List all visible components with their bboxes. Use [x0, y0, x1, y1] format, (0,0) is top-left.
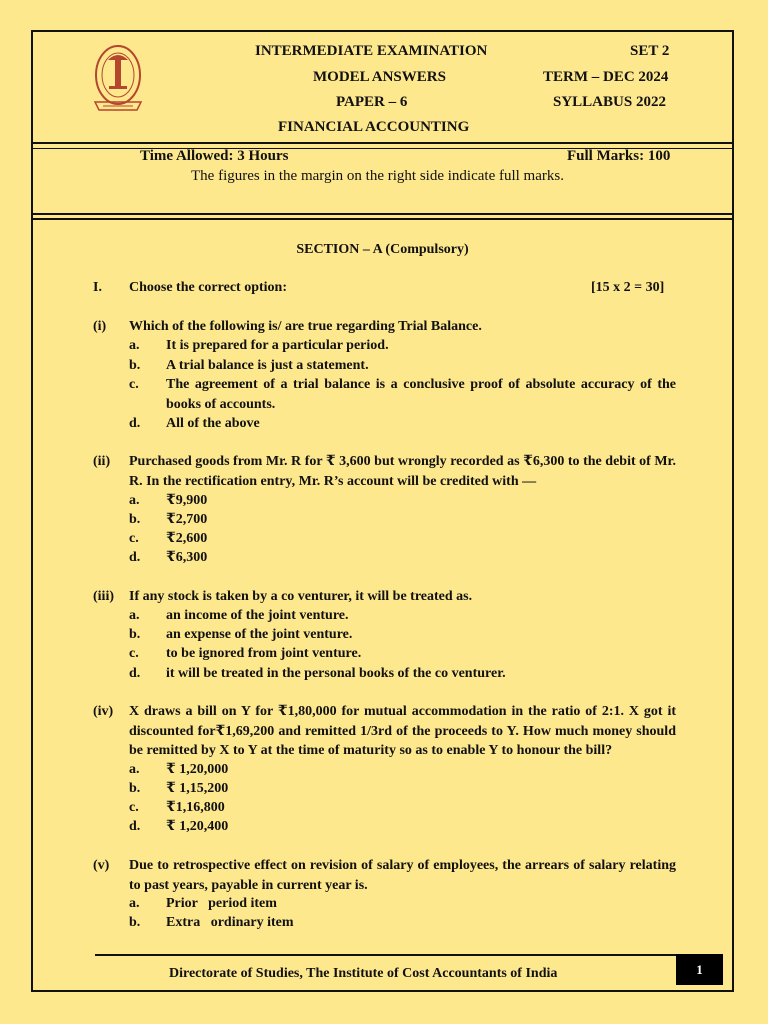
institute-logo-icon — [93, 42, 143, 116]
option-text: Extra ordinary item — [166, 915, 294, 930]
option-label: c. — [129, 646, 139, 661]
option-text: The agreement of a trial balance is a conclusive proof of absolute accuracy of the books of accounts. — [166, 377, 676, 412]
question-number: (v) — [93, 858, 110, 873]
question-text: Which of the following is/ are true regarding Trial Balance. — [129, 319, 482, 334]
question-number: (iv) — [93, 704, 114, 719]
option-label: b. — [129, 627, 141, 642]
option-label: b. — [129, 512, 141, 527]
option-label: d. — [129, 819, 141, 834]
time-allowed: Time Allowed: 3 Hours — [140, 148, 289, 164]
option-text: an income of the joint venture. — [166, 608, 349, 623]
option-text: Prior period item — [166, 896, 277, 911]
question-text: X draws a bill on Y for ₹1,80,000 for mutual accommodation in the ratio of 2:1. X got it discounted for₹1,69,200 and remitted 1/3rd of the proceeds to Y. How much money should be remitted by X to Y at the time of maturity so as to enable Y to honour the bill? — [129, 704, 676, 758]
question-text: Purchased goods from Mr. R for ₹ 3,600 but wrongly recorded as ₹6,300 to the debit of Mr. R. In the rectification entry, Mr. R’s account will be credited with — — [129, 454, 676, 489]
question-text: Due to retrospective effect on revision of salary of employees, the arrears of salary relating to past years, payable in current year is. — [129, 858, 676, 893]
option-text: ₹ 1,20,000 — [166, 762, 229, 777]
option-label: c. — [129, 800, 139, 815]
question-number: (iii) — [93, 589, 114, 604]
option-label: d. — [129, 550, 141, 565]
option-label: a. — [129, 493, 140, 508]
term-label: TERM – DEC 2024 — [543, 69, 669, 85]
option-text: ₹9,900 — [166, 493, 208, 508]
option-label: a. — [129, 608, 140, 623]
option-label: c. — [129, 531, 139, 546]
page-frame — [31, 30, 734, 992]
marks-note: The figures in the margin on the right side indicate full marks. — [191, 168, 564, 184]
full-marks: Full Marks: 100 — [567, 148, 671, 164]
option-label: a. — [129, 896, 140, 911]
question-number: (i) — [93, 319, 107, 334]
question-text: If any stock is taken by a co venturer, it will be treated as. — [129, 589, 473, 604]
part-marks: [15 x 2 = 30] — [591, 280, 665, 295]
subject-label: FINANCIAL ACCOUNTING — [278, 119, 470, 135]
option-label: b. — [129, 781, 141, 796]
option-text: It is prepared for a particular period. — [166, 338, 389, 353]
option-text: an expense of the joint venture. — [166, 627, 353, 642]
option-text: ₹6,300 — [166, 550, 208, 565]
paper-label: PAPER – 6 — [336, 94, 408, 110]
set-label: SET 2 — [630, 43, 670, 59]
question-number: (ii) — [93, 454, 111, 469]
footer-text: Directorate of Studies, The Institute of Cost Accountants of India — [169, 966, 558, 981]
option-text: ₹ 1,15,200 — [166, 781, 229, 796]
option-text: A trial balance is just a statement. — [166, 358, 369, 373]
option-label: b. — [129, 358, 141, 373]
header-divider — [33, 142, 732, 144]
option-label: a. — [129, 338, 140, 353]
model-answers-label: MODEL ANSWERS — [313, 69, 446, 85]
option-label: d. — [129, 666, 141, 681]
part-number: I. — [93, 280, 102, 295]
option-text: ₹2,700 — [166, 512, 208, 527]
option-text: to be ignored from joint venture. — [166, 646, 362, 661]
option-text: ₹ 1,20,400 — [166, 819, 229, 834]
option-label: c. — [129, 377, 139, 392]
syllabus-label: SYLLABUS 2022 — [553, 94, 666, 110]
page-number: 1 — [676, 954, 723, 985]
option-text: All of the above — [166, 416, 260, 431]
option-label: a. — [129, 762, 140, 777]
option-label: b. — [129, 915, 141, 930]
option-label: d. — [129, 416, 141, 431]
option-text: it will be treated in the personal books of the co venturer. — [166, 666, 506, 681]
option-text: ₹2,600 — [166, 531, 208, 546]
option-text: ₹1,16,800 — [166, 800, 225, 815]
info-divider-double — [33, 218, 732, 220]
footer-divider — [95, 954, 723, 956]
section-heading: SECTION – A (Compulsory) — [296, 242, 469, 257]
info-divider — [33, 213, 732, 215]
part-title: Choose the correct option: — [129, 280, 287, 295]
exam-title: INTERMEDIATE EXAMINATION — [255, 43, 488, 59]
